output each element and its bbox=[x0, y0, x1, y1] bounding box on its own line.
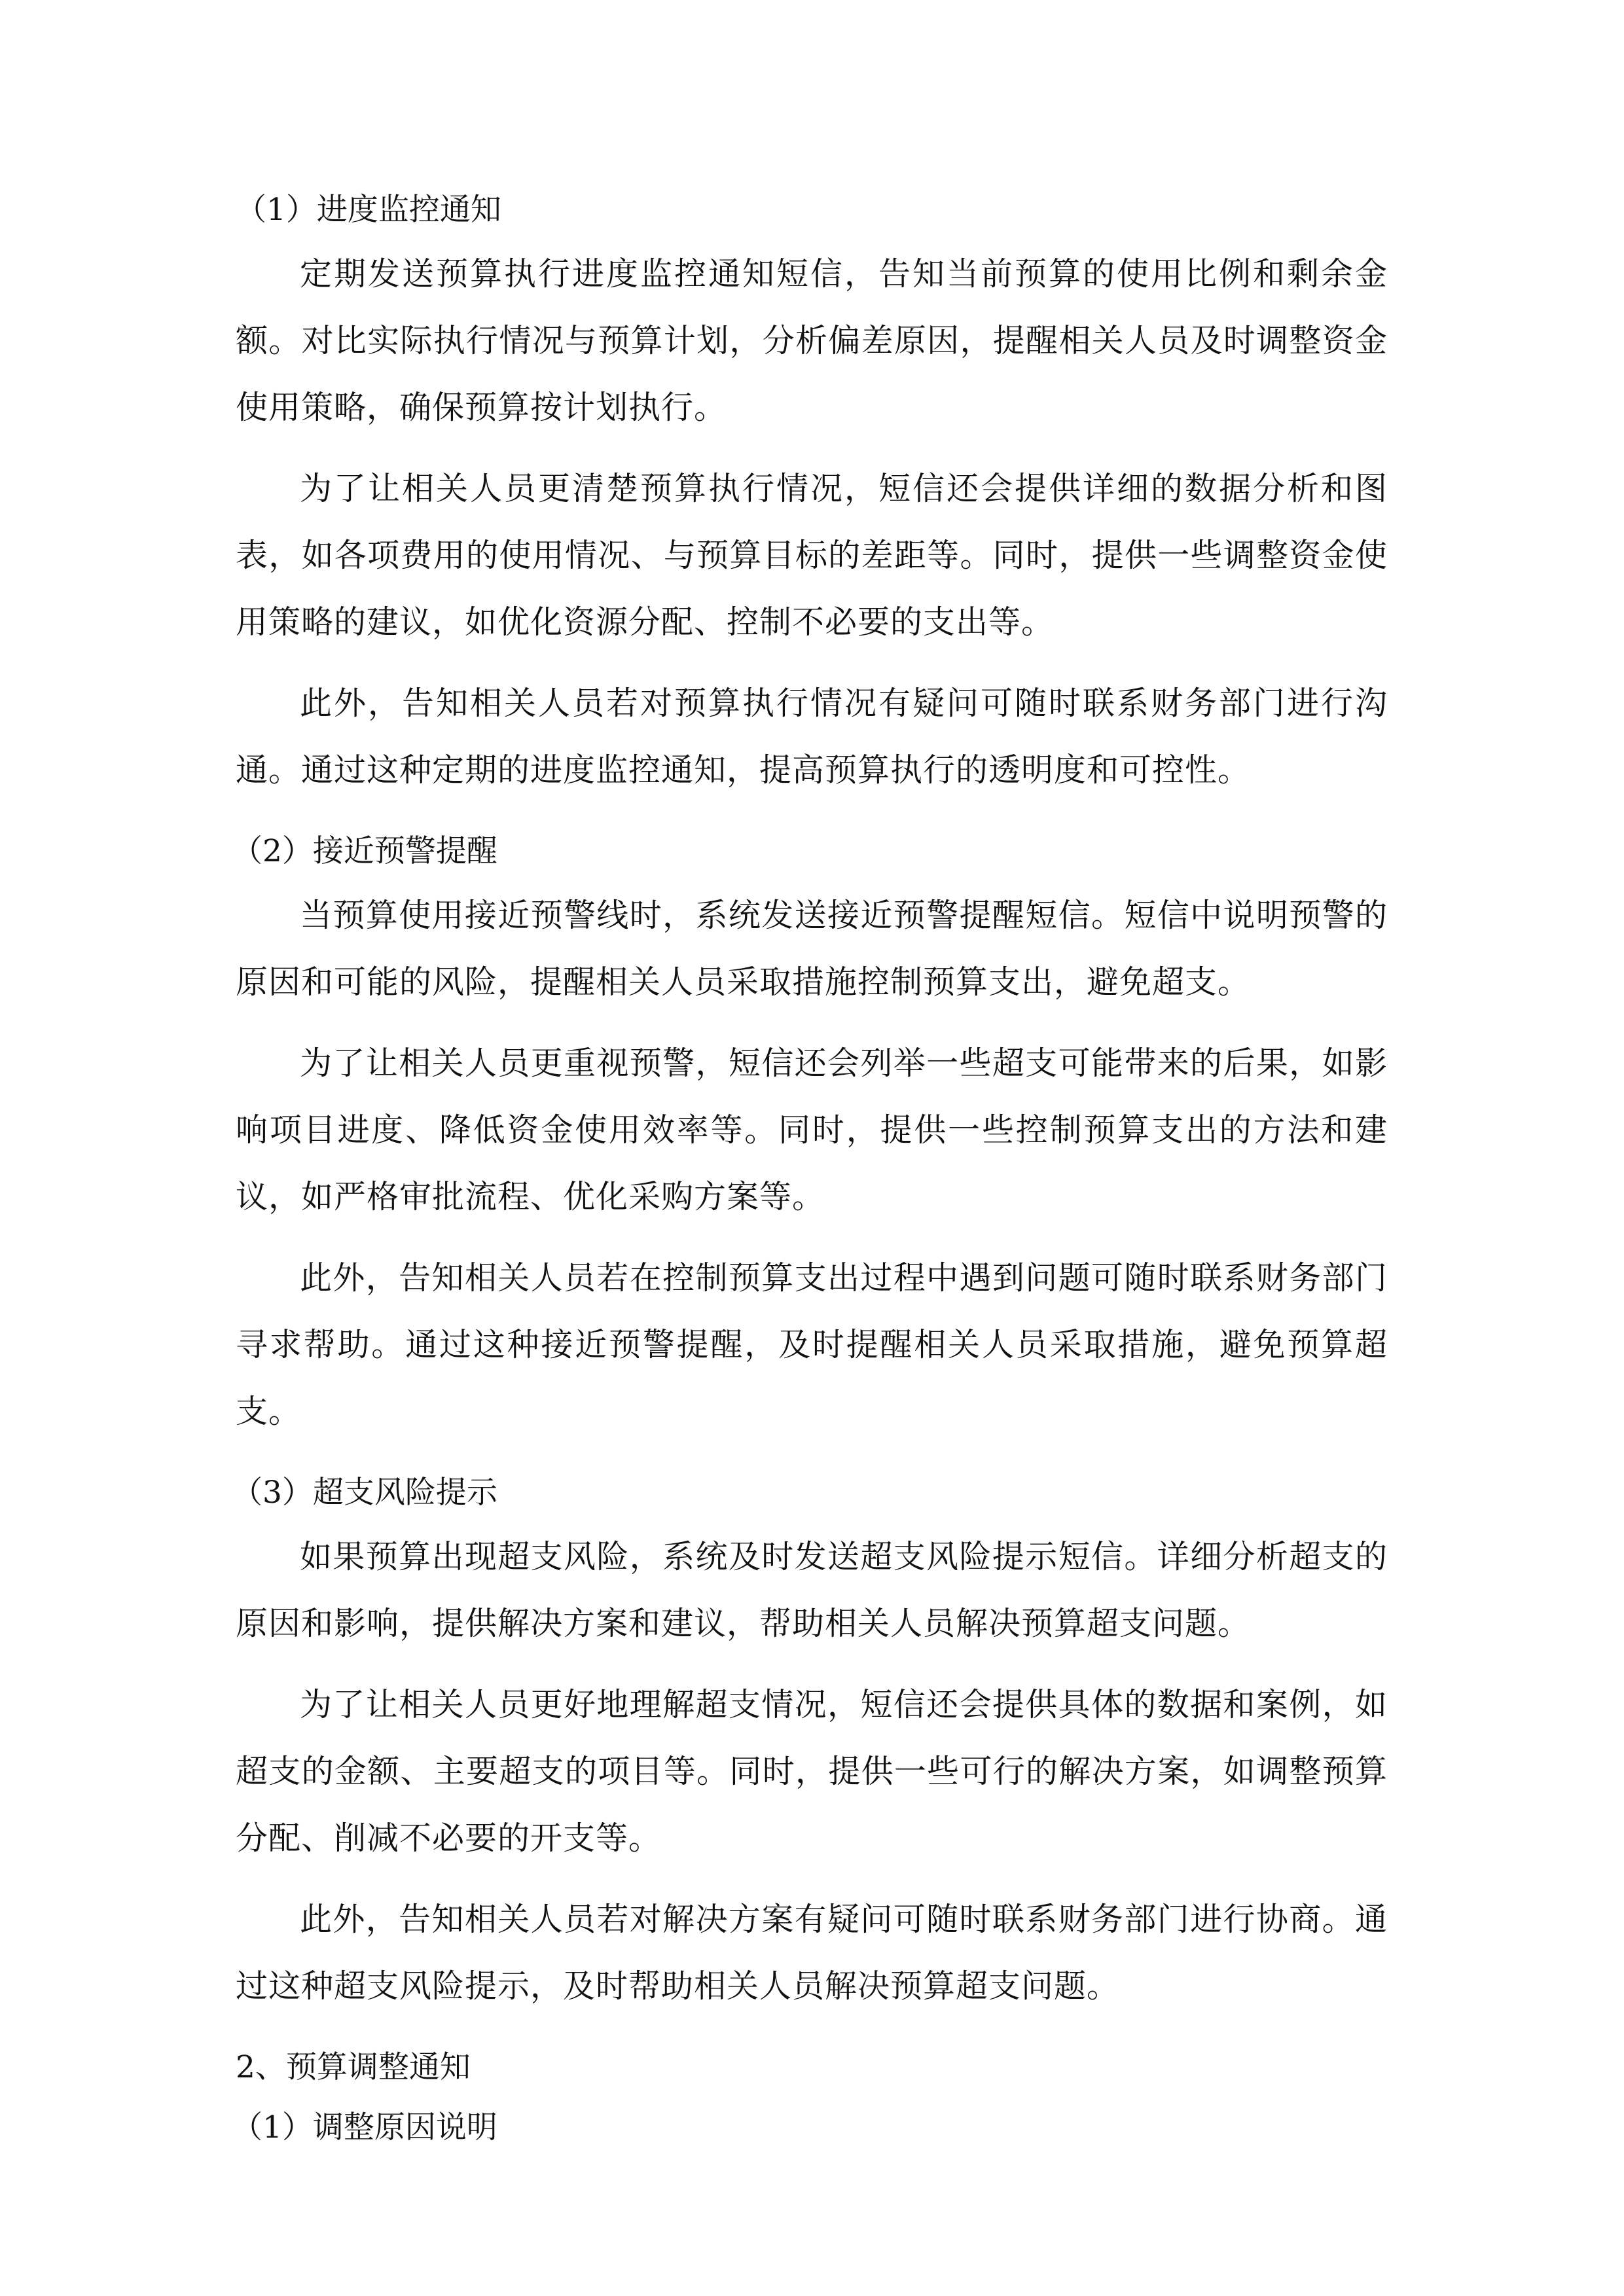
paragraph: 为了让相关人员更重视预警，短信还会列举一些超支可能带来的后果，如影响项目进度、降低资金使用效率等。同时，提供一些控制预算支出的方法和建议，如严格审批流程、优化采购方案等。 bbox=[236, 1045, 1388, 1215]
heading-approach-warning: （2）接近预警提醒 bbox=[232, 833, 497, 869]
heading-adjustment-reason: （1）调整原因说明 bbox=[232, 2109, 497, 2145]
paragraph: 此外，告知相关人员若在控制预算支出过程中遇到问题可随时联系财务部门寻求帮助。通过这种接近预警提醒，及时提醒相关人员采取措施，避免预算超支。 bbox=[236, 1259, 1388, 1430]
paragraph: 为了让相关人员更清楚预算执行情况，短信还会提供详细的数据分析和图表，如各项费用的使用情况、与预算目标的差距等。同时，提供一些调整资金使用策略的建议，如优化资源分配、控制不必要的支出等。 bbox=[236, 470, 1388, 641]
paragraph: 如果预算出现超支风险，系统及时发送超支风险提示短信。详细分析超支的原因和影响，提供解决方案和建议，帮助相关人员解决预算超支问题。 bbox=[236, 1538, 1388, 1642]
section-title-budget-adjustment: 2、预算调整通知 bbox=[236, 2049, 471, 2085]
paragraph: 定期发送预算执行进度监控通知短信，告知当前预算的使用比例和剩余金额。对比实际执行情况与预算计划，分析偏差原因，提醒相关人员及时调整资金使用策略，确保预算按计划执行。 bbox=[236, 255, 1388, 426]
heading-overspend-risk: （3）超支风险提示 bbox=[232, 1475, 497, 1511]
paragraph: 此外，告知相关人员若对预算执行情况有疑问可随时联系财务部门进行沟通。通过这种定期的进度监控通知，提高预算执行的透明度和可控性。 bbox=[236, 685, 1388, 789]
paragraph: 此外，告知相关人员若对解决方案有疑问可随时联系财务部门进行协商。通过这种超支风险提示，及时帮助相关人员解决预算超支问题。 bbox=[236, 1901, 1388, 2005]
heading-progress-monitoring: （1）进度监控通知 bbox=[236, 192, 501, 228]
paragraph: 当预算使用接近预警线时，系统发送接近预警提醒短信。短信中说明预警的原因和可能的风险，提醒相关人员采取措施控制预算支出，避免超支。 bbox=[236, 897, 1388, 1001]
document-page bbox=[232, 187, 1388, 2151]
paragraph: 为了让相关人员更好地理解超支情况，短信还会提供具体的数据和案例，如超支的金额、主要超支的项目等。同时，提供一些可行的解决方案，如调整预算分配、削减不必要的开支等。 bbox=[236, 1686, 1388, 1857]
